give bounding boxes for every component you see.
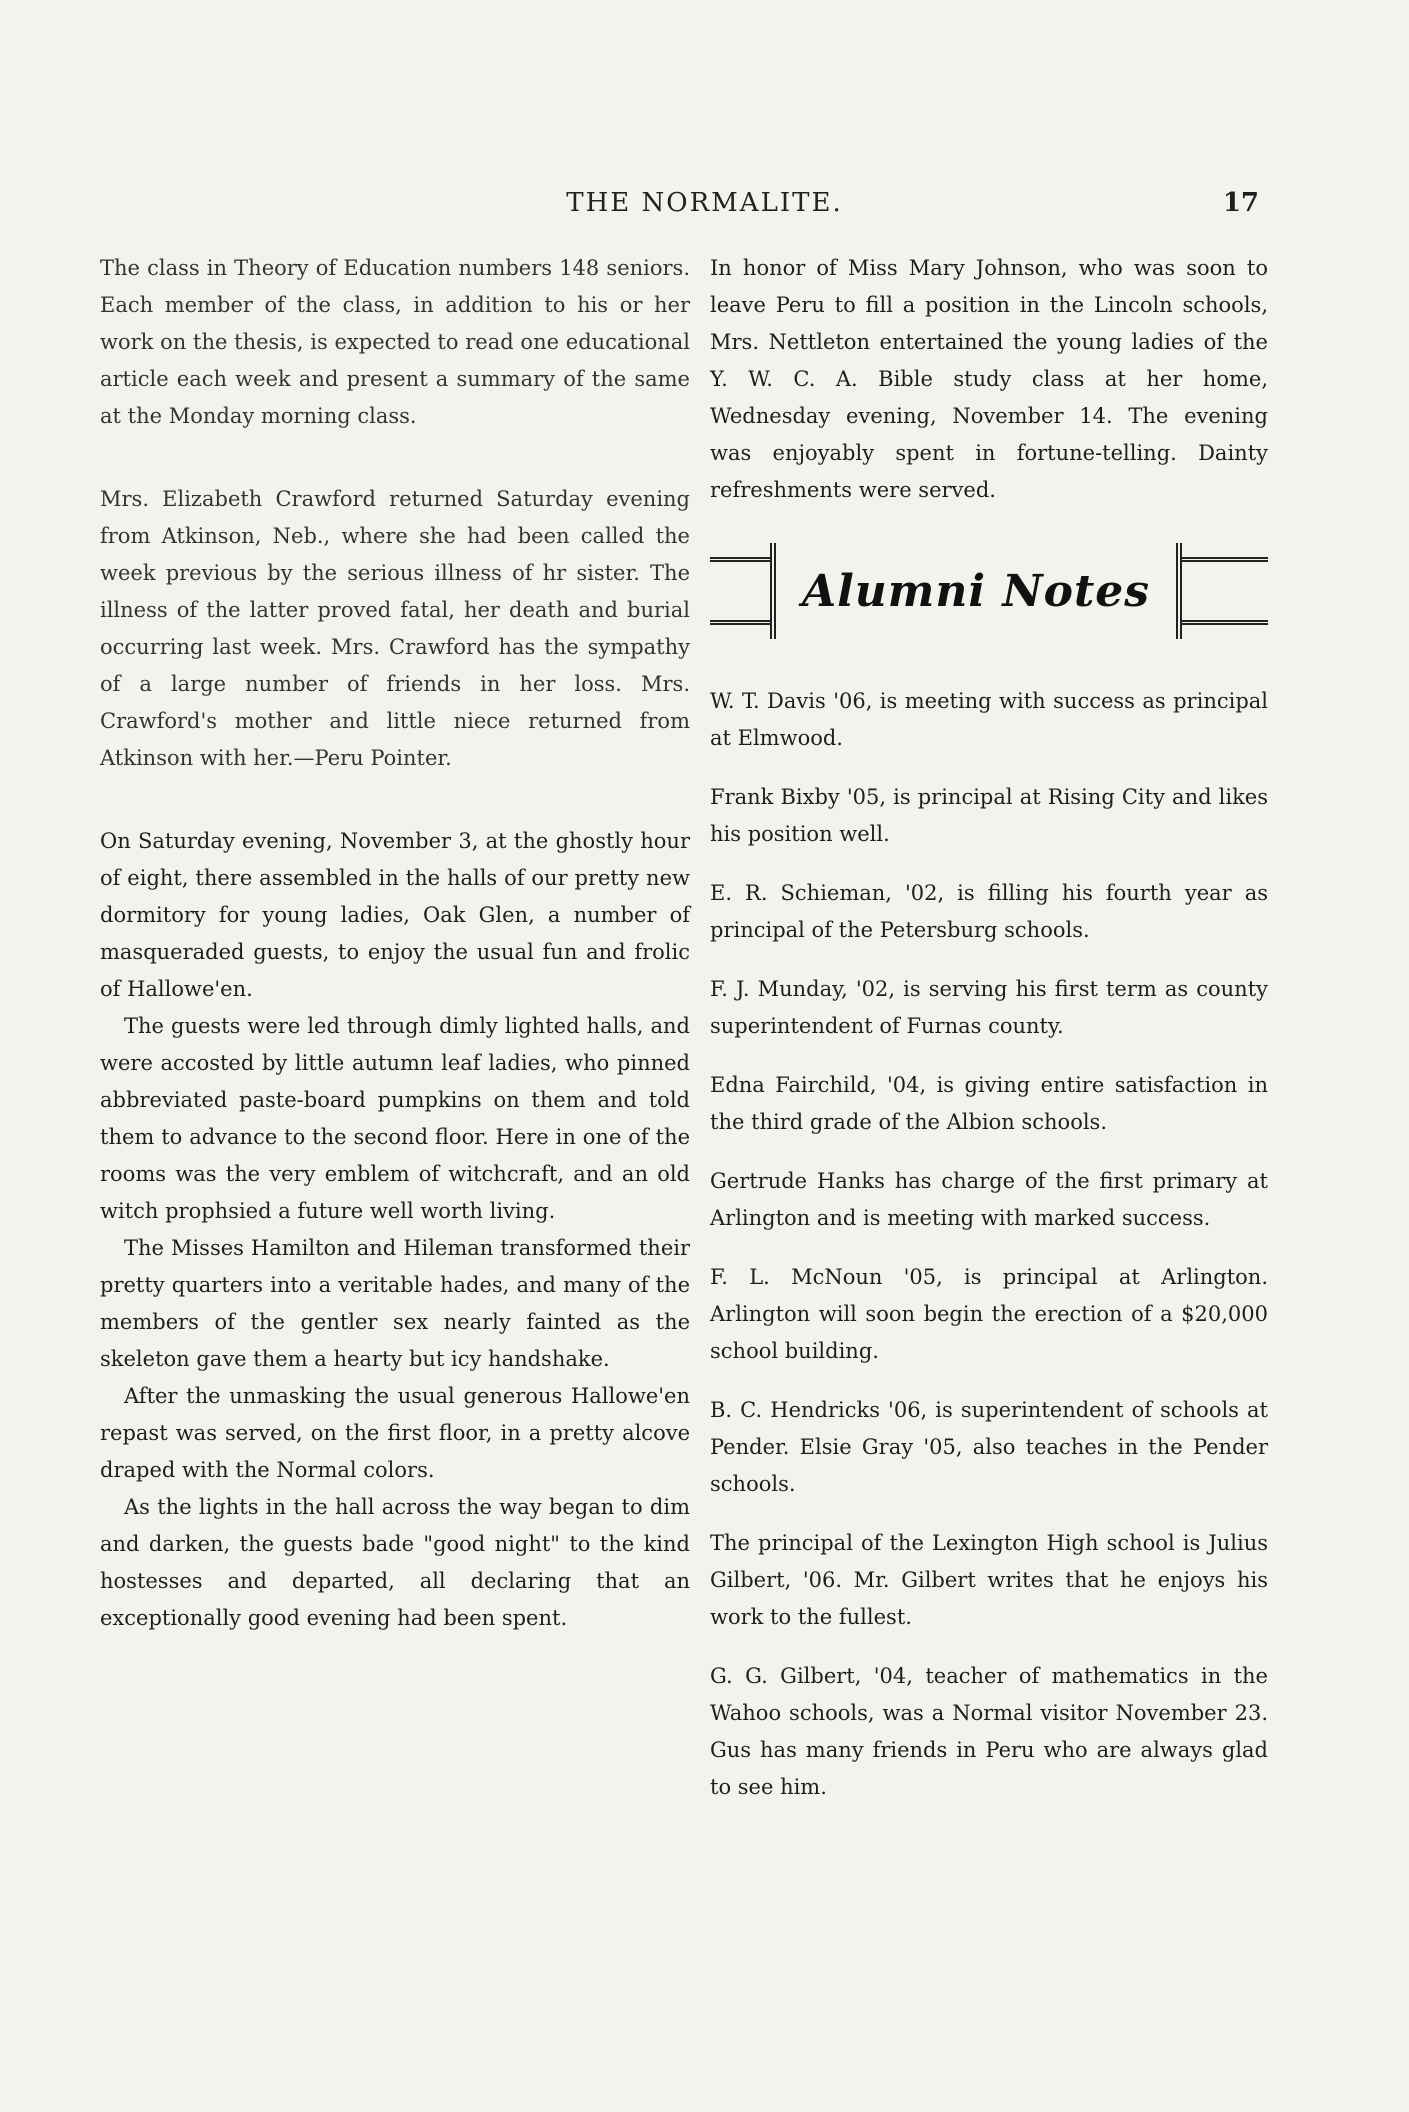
alumni-note: Edna Fairchild, '04, is giving entire satisfaction in the third grade of the Albion schools. <box>710 1073 1268 1134</box>
alumni-note: F. L. McNoun '05, is principal at Arlington. Arlington will soon begin the erection of a $20,000 school building. <box>710 1265 1268 1363</box>
page-number: 17 <box>1222 188 1259 218</box>
paragraph-johnson-party: In honor of Miss Mary Johnson, who was soon to leave Peru to fill a position in the Lincoln schools, Mrs. Nettleton entertained the young ladies of the Y. W. C. A. Bible study class at her home, Wednesday evening, November 14. The evening was enjoyably spent in fortune-telling. Dainty refreshments were served. <box>710 256 1268 502</box>
alumni-note: G. G. Gilbert, '04, teacher of mathematics in the Wahoo schools, was a Normal visitor November 23. Gus has many friends in Peru who are always glad to see him. <box>710 1664 1268 1799</box>
paragraph-theory-class: The class in Theory of Education numbers 148 seniors. Each member of the class, in addition to his or her work on the thesis, is expected to read one educational article each week and present a summary of the same at the Monday morning class. <box>100 256 690 428</box>
paragraph-halloween-hades: The Misses Hamilton and Hileman transformed their pretty quarters into a veritable hades, and many of the members of the gentler sex nearly fainted as the skeleton gave them a hearty but icy handshake. <box>100 1236 690 1371</box>
paragraph-halloween-guests: The guests were led through dimly lighted halls, and were accosted by little autumn leaf ladies, who pinned abbreviated paste-board pumpkins on them and told them to advance to the second floor. Here in one of the rooms was the very emblem of witchcraft, and an old witch prophsied a future well worth living. <box>100 1014 690 1223</box>
alumni-notes-banner <box>710 543 1268 639</box>
right-column <box>710 250 1268 1828</box>
banner-box <box>770 543 1182 639</box>
alumni-note: W. T. Davis '06, is meeting with success as principal at Elmwood. <box>710 689 1268 750</box>
page-header <box>0 188 1409 228</box>
paragraph-halloween-repast: After the unmasking the usual generous Hallowe'en repast was served, on the first floor, in a pretty alcove draped with the Normal colors. <box>100 1384 690 1482</box>
publication-title: THE NORMALITE. <box>566 188 843 218</box>
alumni-note: Frank Bixby '05, is principal at Rising City and likes his position well. <box>710 785 1268 846</box>
paragraph-crawford: Mrs. Elizabeth Crawford returned Saturday evening from Atkinson, Neb., where she had been called the week previous by the serious illness of hr sister. The illness of the latter proved fatal, her death and burial occurring last week. Mrs. Crawford has the sympathy of a large number of friends in her loss. Mrs. Crawford's mother and little niece returned from Atkinson with her.—Peru Pointer. <box>100 487 690 770</box>
alumni-note: E. R. Schieman, '02, is filling his fourth year as principal of the Petersburg schools. <box>710 881 1268 942</box>
alumni-note: F. J. Munday, '02, is serving his first term as county superintendent of Furnas county. <box>710 977 1268 1038</box>
alumni-note: The principal of the Lexington High school is Julius Gilbert, '06. Mr. Gilbert writes that he enjoys his work to the fullest. <box>710 1531 1268 1629</box>
section-heading: Alumni Notes <box>801 565 1151 617</box>
paragraph-halloween-intro: On Saturday evening, November 3, at the ghostly hour of eight, there assembled in the halls of our pretty new dormitory for young ladies, Oak Glen, a number of masqueraded guests, to enjoy the usual fun and frolic of Hallowe'en. <box>100 829 690 1001</box>
left-column <box>100 250 690 1637</box>
alumni-note: Gertrude Hanks has charge of the first primary at Arlington and is meeting with marked success. <box>710 1169 1268 1230</box>
paragraph-halloween-close: As the lights in the hall across the way began to dim and darken, the guests bade "good night" to the kind hostesses and departed, all declaring that an exceptionally good evening had been spent. <box>100 1495 690 1630</box>
alumni-note: B. C. Hendricks '06, is superintendent of schools at Pender. Elsie Gray '05, also teaches in the Pender schools. <box>710 1398 1268 1496</box>
